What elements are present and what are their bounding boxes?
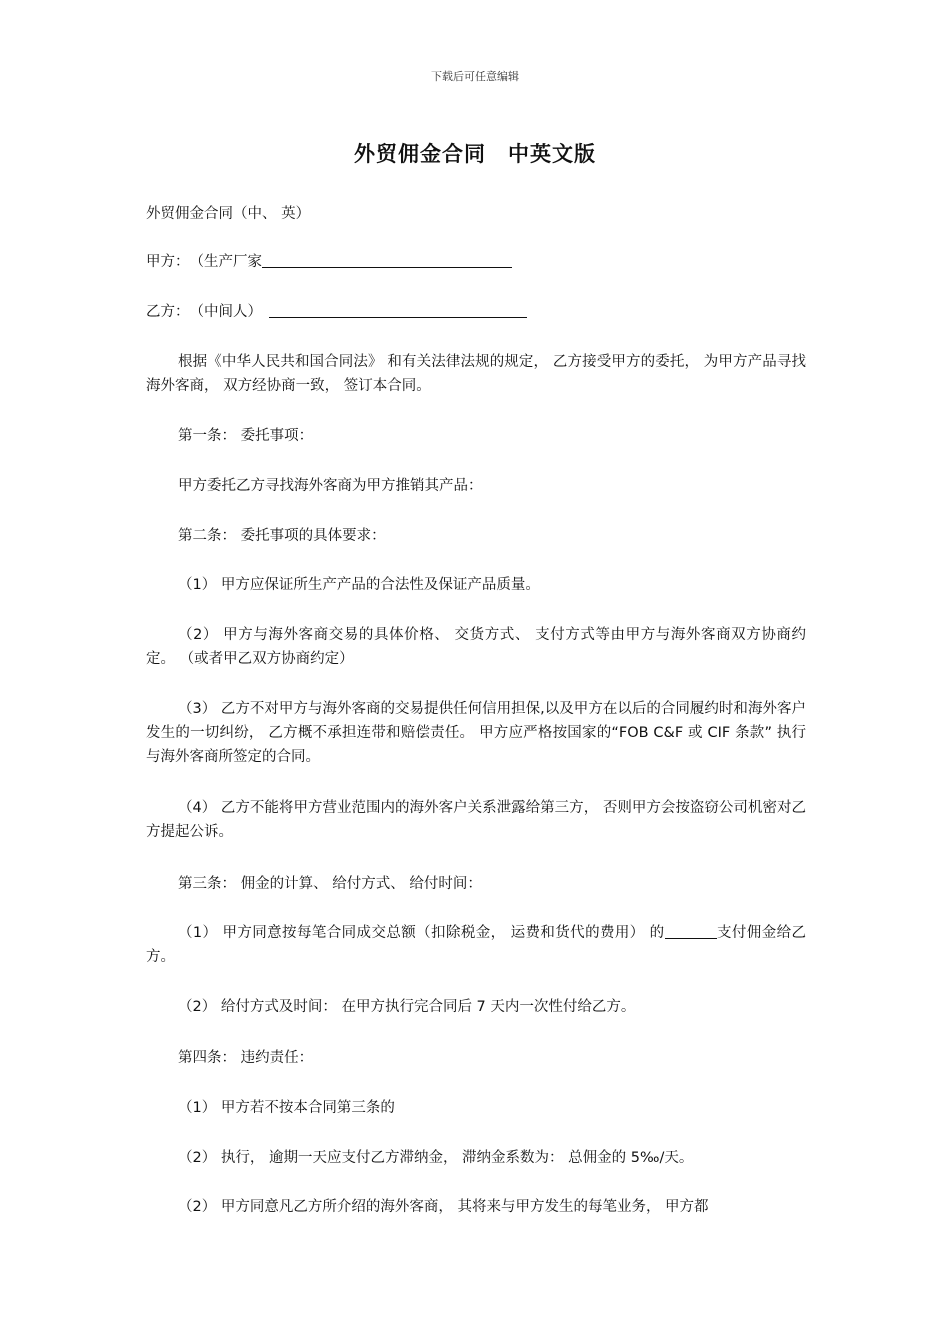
party-b-blank (269, 301, 527, 318)
party-a-label: 甲方： (146, 254, 183, 270)
article2-item-1: （1） 甲方应保证所生产产品的合法性及保证产品质量。 (178, 577, 540, 593)
party-a-blank (262, 251, 512, 268)
article3-item-2: （2） 给付方式及时间： 在甲方执行完合同后 7 天内一次性付给乙方。 (178, 999, 636, 1015)
article1-heading: 第一条： 委托事项： (178, 428, 314, 444)
document-title: 外贸佣金合同 中英文版 (354, 142, 596, 166)
article1-body: 甲方委托乙方寻找海外客商为甲方推销其产品： (178, 478, 483, 494)
article3-item-1-text: （1） 甲方同意按每笔合同成交总额（扣除税金， 运费和货代的费用） 的 (178, 925, 665, 941)
article2-item-4: （4） 乙方不能将甲方营业范围内的海外客户关系泄露给第三方， 否则甲方会按盗窃公司机密对乙方提起公诉。 (146, 800, 806, 840)
commission-rate-blank (665, 922, 717, 939)
article3-item-1 (146, 921, 806, 969)
party-a-line (146, 250, 806, 274)
article4-heading: 第四条： 违约责任： (178, 1050, 314, 1066)
document-subtitle: 外贸佣金合同（中、 英） (146, 206, 311, 222)
article4-item-2: （2） 执行， 逾期一天应支付乙方滞纳金， 滞纳金系数为： 总佣金的 5‰/天。 (178, 1150, 694, 1166)
party-a-role: （生产厂家 (196, 254, 262, 270)
header-note: 下载后可任意编辑 (431, 70, 519, 83)
party-b-label: 乙方： (146, 304, 183, 320)
preamble: 根据《中华人民共和国合同法》 和有关法律法规的规定， 乙方接受甲方的委托， 为甲方产品寻找海外客商， 双方经协商一致， 签订本合同。 (146, 354, 806, 394)
party-b-role: （中间人） (196, 304, 255, 320)
article2-item-2: （2） 甲方与海外客商交易的具体价格、 交货方式、 支付方式等由甲方与海外客商双方协商约定。 （或者甲乙双方协商约定） (146, 627, 806, 667)
article2-heading: 第二条： 委托事项的具体要求： (178, 528, 386, 544)
article4-item-3: （2） 甲方同意凡乙方所介绍的海外客商， 其将来与甲方发生的每笔业务， 甲方都 (178, 1199, 709, 1215)
article3-heading: 第三条： 佣金的计算、 给付方式、 给付时间： (178, 876, 482, 892)
article4-item-1: （1） 甲方若不按本合同第三条的 (178, 1100, 395, 1116)
article2-item-3: （3） 乙方不对甲方与海外客商的交易提供任何信用担保,以及甲方在以后的合同履约时和海外客户发生的一切纠纷， 乙方概不承担连带和赔偿责任。 甲方应严格按国家的“FOB C&F 或 CIF 条款” 执行与海外客商所签定的合同。 (146, 701, 806, 765)
article3-item-1-tail: 支付佣金给乙方。 (146, 925, 806, 965)
party-b-line (146, 300, 806, 324)
